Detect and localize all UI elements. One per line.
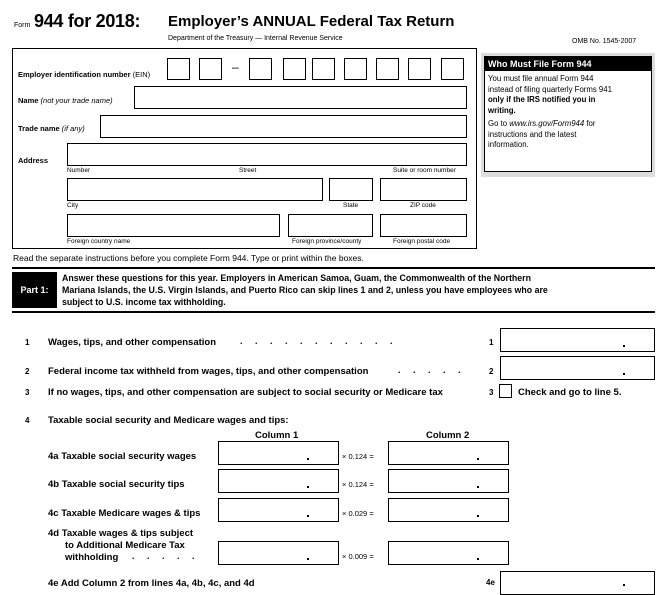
foreign-province-field[interactable]: [288, 214, 373, 237]
ein-digit-1[interactable]: [167, 58, 190, 80]
trade-label: Trade name: [18, 124, 60, 133]
form-number: 944 for 2018:: [34, 11, 141, 31]
line-4d-text-2: to Additional Medicare Tax: [65, 540, 185, 551]
line-4d-column-2-field[interactable]: [388, 541, 509, 565]
suite-caption: Suite or room number: [393, 167, 456, 174]
who-line-4: writing.: [488, 105, 516, 115]
ein-abbr: (EIN): [132, 70, 151, 79]
line-2-number: 2: [25, 367, 30, 376]
irs-form944-link[interactable]: www.irs.gov/Form944: [509, 119, 585, 128]
ein-digit-8[interactable]: [408, 58, 431, 80]
who-line-5b: for: [584, 119, 596, 128]
decimal-point: [307, 458, 309, 460]
part1-text-1: Answer these questions for this year. Employers in American Samoa, Guam, the Commonwealth of the Northern: [62, 273, 531, 283]
line-4a-rate: × 0.124 =: [342, 452, 374, 461]
part1-banner: [12, 267, 655, 313]
line-1-amount-field[interactable]: [500, 328, 655, 352]
line-4d-text-3: withholding: [65, 552, 119, 563]
line-4d-rate: × 0.009 =: [342, 552, 374, 561]
who-must-file-body: [485, 71, 651, 154]
line-4a-column-1-field[interactable]: [218, 441, 339, 465]
decimal-point: [307, 515, 309, 517]
line-2-text: Federal income tax withheld from wages, tips, and other compensation: [48, 366, 369, 377]
line-4d-dots: . . . . .: [132, 551, 200, 561]
foreign-country-caption: Foreign country name: [67, 238, 131, 245]
zip-field[interactable]: [380, 178, 467, 201]
ein-label-wrap: [18, 70, 150, 79]
omb-number: OMB No. 1545-2007: [572, 38, 637, 45]
line-4c-rate: × 0.029 =: [342, 509, 374, 518]
state-field[interactable]: [329, 178, 373, 201]
ein-digit-5[interactable]: [312, 58, 335, 80]
decimal-point: [477, 458, 479, 460]
who-must-file-panel: [481, 53, 655, 177]
decimal-point: [477, 486, 479, 488]
line-4e-amount-field[interactable]: [500, 571, 655, 595]
trade-hint: (if any): [61, 124, 85, 133]
line-3-check-label: Check and go to line 5.: [518, 387, 622, 398]
who-must-file-title: Who Must File Form 944: [485, 57, 651, 71]
line-4a-column-2-field[interactable]: [388, 441, 509, 465]
column-1-header: Column 1: [255, 430, 299, 441]
decimal-point: [477, 515, 479, 517]
line-4d-text-1: 4d Taxable wages & tips subject: [48, 528, 194, 539]
name-label: Name: [18, 96, 39, 105]
street-caption: Street: [239, 167, 257, 174]
part1-text-2: Mariana Islands, the U.S. Virgin Islands, and Puerto Rico can skip lines 1 and 2, unless you have employees who are: [62, 285, 548, 295]
department-line: Department of the Treasury — Internal Revenue Service: [168, 35, 343, 42]
form-prefix: Form: [14, 22, 31, 29]
line-1-box-label: 1: [489, 338, 494, 347]
who-line-2: instead of filing quarterly Forms 941: [488, 84, 612, 94]
identity-block: [12, 48, 477, 249]
who-line-5a: Go to: [488, 119, 510, 128]
ein-digit-2[interactable]: [199, 58, 222, 80]
who-line-5: [488, 119, 648, 130]
instructions-line: Read the separate instructions before you complete Form 944. Type or print within the boxes.: [13, 253, 364, 263]
line-4e-box-label: 4e: [486, 578, 495, 587]
line-3-number: 3: [25, 388, 30, 397]
line-4b-text: 4b Taxable social security tips: [48, 479, 185, 490]
decimal-point: [477, 558, 479, 560]
number-caption: Number: [67, 167, 91, 174]
line-4a-text: 4a Taxable social security wages: [48, 451, 197, 462]
ein-digit-4[interactable]: [283, 58, 306, 80]
decimal-point: [307, 558, 309, 560]
name-hint: (not your trade name): [40, 96, 113, 105]
line-4b-rate: × 0.124 =: [342, 480, 374, 489]
line-4d-column-1-field[interactable]: [218, 541, 339, 565]
foreign-province-caption: Foreign province/county: [292, 238, 362, 245]
ein-digit-6[interactable]: [344, 58, 367, 80]
line-4c-column-1-field[interactable]: [218, 498, 339, 522]
zip-caption: ZIP code: [410, 202, 436, 209]
line-2-dots: . . . . .: [398, 365, 466, 375]
ein-digit-7[interactable]: [376, 58, 399, 80]
column-2-header: Column 2: [426, 430, 470, 441]
ein-digit-3[interactable]: [249, 58, 272, 80]
line-4b-column-1-field[interactable]: [218, 469, 339, 493]
decimal-point: [307, 486, 309, 488]
line-3-text: If no wages, tips, and other compensation are subject to social security or Medicare tax: [48, 387, 443, 398]
ein-digit-9[interactable]: [441, 58, 464, 80]
ein-label: Employer identification number: [18, 70, 131, 79]
city-caption: City: [67, 202, 79, 209]
name-label-wrap: [18, 96, 113, 105]
foreign-postal-caption: Foreign postal code: [393, 238, 451, 245]
trade-name-field[interactable]: [100, 115, 467, 138]
ein-dash: –: [232, 60, 239, 74]
line-4-number: 4: [25, 416, 30, 425]
line-1-text: Wages, tips, and other compensation: [48, 337, 217, 348]
state-caption: State: [343, 202, 359, 209]
line-4e-text: 4e Add Column 2 from lines 4a, 4b, 4c, and 4d: [48, 578, 255, 589]
form-header: [14, 10, 654, 50]
part1-text-3: subject to U.S. income tax withholding.: [62, 297, 226, 307]
foreign-postal-field[interactable]: [380, 214, 467, 237]
foreign-country-field[interactable]: [67, 214, 280, 237]
decimal-point: [623, 584, 625, 586]
line-2-amount-field[interactable]: [500, 356, 655, 380]
street-address-field[interactable]: [67, 143, 467, 166]
form-title: Employer’s ANNUAL Federal Tax Return: [168, 13, 455, 30]
trade-label-wrap: [18, 124, 85, 133]
line-2-box-label: 2: [489, 367, 494, 376]
part1-instructions: [62, 272, 548, 308]
part1-tag: Part 1:: [12, 272, 57, 308]
line-1-number: 1: [25, 338, 30, 347]
city-field[interactable]: [67, 178, 323, 201]
line-3-checkbox[interactable]: [499, 384, 512, 398]
line-4c-text: 4c Taxable Medicare wages & tips: [48, 508, 201, 519]
who-line-6: instructions and the latest: [488, 129, 577, 139]
line-4c-column-2-field[interactable]: [388, 498, 509, 522]
line-1-dots: . . . . . . . . . . .: [240, 336, 398, 346]
decimal-point: [623, 373, 625, 375]
address-label: Address: [18, 156, 49, 165]
who-line-3: only if the IRS notified you in: [488, 95, 596, 104]
who-line-1: You must file annual Form 944: [488, 74, 594, 83]
line-4b-column-2-field[interactable]: [388, 469, 509, 493]
line-4-text: Taxable social security and Medicare wages and tips:: [48, 415, 289, 426]
line-3-box-label: 3: [489, 388, 494, 397]
who-line-7: information.: [488, 140, 529, 149]
decimal-point: [623, 345, 625, 347]
who-must-file-inner: [484, 56, 652, 172]
name-field[interactable]: [134, 86, 467, 109]
